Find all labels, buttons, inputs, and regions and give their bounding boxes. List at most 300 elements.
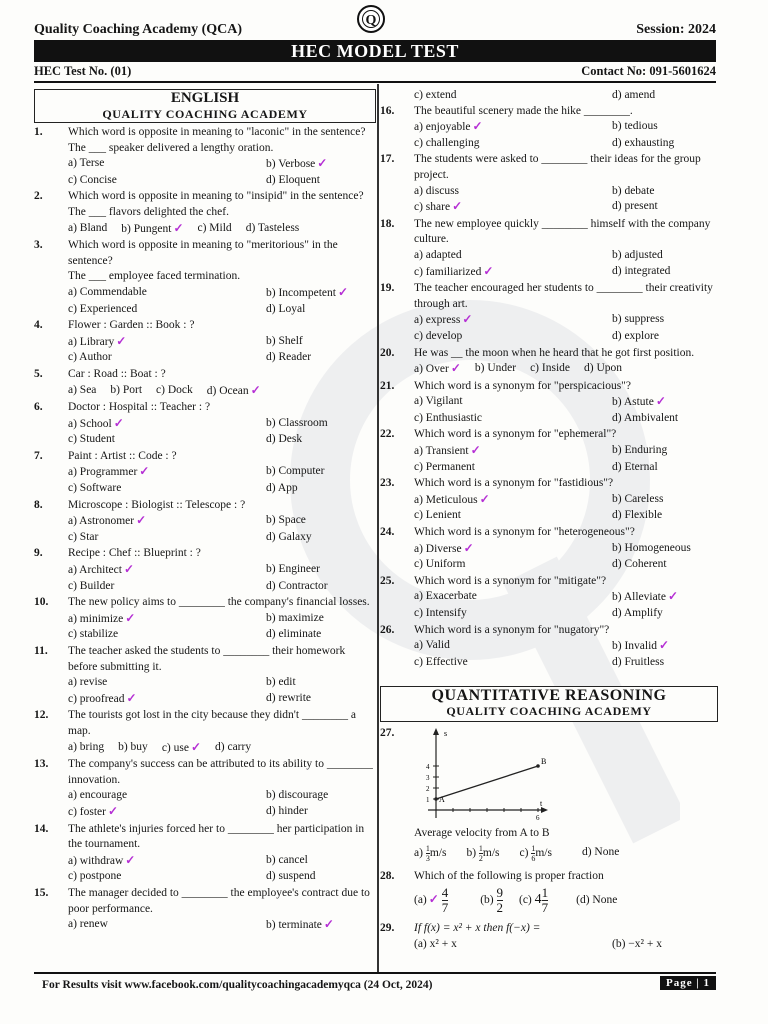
option-a[interactable] — [68, 853, 266, 870]
option-d[interactable] — [207, 383, 261, 400]
option-a[interactable] — [414, 492, 612, 509]
question-item — [380, 152, 718, 215]
question-text: The tourists got lost in the city because they didn't ________ a map. — [68, 709, 356, 737]
option-d[interactable] — [612, 655, 718, 671]
option-b[interactable] — [612, 589, 718, 606]
q28-option-c[interactable]: (c) 4 $\frac{1}{7}$ — [519, 885, 549, 916]
option-a[interactable] — [68, 416, 266, 433]
question-item — [380, 623, 718, 671]
option-text: b) Invalid — [612, 640, 658, 653]
check-mark-icon: ✓ — [125, 852, 136, 867]
option-c[interactable] — [68, 432, 266, 448]
question-number: 6. — [34, 401, 43, 414]
option-text: a) Architect — [68, 564, 122, 577]
question-item — [34, 367, 374, 399]
option-text: c) extend — [414, 89, 457, 101]
question-number: 12. — [34, 709, 49, 722]
option-a[interactable] — [414, 312, 612, 329]
option-d[interactable] — [612, 88, 718, 104]
question-text: Which word is a synonym for "heterogeneous"? — [414, 526, 635, 539]
question-number: 26. — [380, 623, 395, 636]
option-d[interactable] — [266, 302, 374, 318]
footer-divider — [34, 972, 716, 974]
option-text: a) encourage — [68, 789, 128, 802]
option-a[interactable] — [68, 383, 96, 400]
option-text: b) Shelf — [266, 334, 303, 347]
question-options — [68, 917, 374, 934]
option-text: d) exhausting — [612, 136, 675, 149]
option-text: d) Contractor — [266, 579, 328, 592]
question-options — [68, 464, 374, 496]
point-a-label: A — [439, 795, 445, 804]
question-number: 7. — [34, 449, 43, 462]
question-item — [34, 708, 374, 756]
quant-title: QUANTITATIVE REASONING — [431, 687, 667, 704]
option-text: d) Tasteless — [245, 221, 300, 234]
check-mark-icon: ✓ — [323, 917, 334, 932]
option-text: a) Valid — [414, 639, 450, 652]
question-number: 19. — [380, 282, 395, 295]
question-28 — [380, 869, 718, 916]
option-a[interactable] — [414, 361, 461, 378]
q27-option-d[interactable]: d) None — [581, 846, 620, 859]
option-d[interactable] — [612, 264, 718, 281]
option-text: a) Bland — [68, 221, 108, 234]
q29-option-a[interactable]: (a) x² + x — [414, 937, 457, 950]
option-b[interactable] — [266, 788, 374, 804]
option-b[interactable] — [118, 740, 148, 757]
option-b[interactable] — [266, 334, 374, 351]
question-item — [380, 281, 718, 344]
y-tick-label: 4 — [426, 763, 430, 771]
option-c[interactable] — [68, 302, 266, 318]
option-text: a) discuss — [414, 184, 460, 197]
question-sentence: The ___ employee faced termination. — [68, 270, 241, 283]
english-section-header — [34, 89, 376, 123]
question-options — [68, 513, 374, 545]
question-options — [414, 184, 718, 216]
option-text: a) renew — [68, 918, 108, 931]
option-b[interactable] — [612, 312, 718, 329]
point-a — [434, 797, 438, 801]
option-d[interactable] — [266, 627, 374, 643]
option-text: d) carry — [215, 740, 252, 753]
question-number: 17. — [380, 153, 395, 166]
option-text: a) Commendable — [68, 285, 147, 298]
question-options — [414, 443, 718, 475]
question-item — [380, 346, 718, 378]
option-a[interactable] — [68, 513, 266, 530]
option-a[interactable] — [414, 443, 612, 460]
question-item — [34, 318, 374, 366]
q27-graph — [414, 726, 718, 826]
option-text: b) suppress — [612, 313, 665, 326]
question-item — [34, 644, 374, 707]
option-d[interactable] — [612, 199, 718, 216]
q28-option-b[interactable]: (b) $\frac{9}{2}$ — [480, 885, 503, 916]
option-c[interactable] — [156, 383, 193, 400]
question-options — [414, 361, 718, 378]
option-text: c) Effective — [414, 655, 468, 668]
check-mark-icon: ✓ — [659, 638, 670, 653]
option-text: b) terminate — [266, 919, 322, 932]
option-text: a) School — [68, 417, 112, 430]
x-tick-label: 6 — [536, 814, 540, 822]
q27-option-b[interactable]: b) $\frac{1}{2}m/s$ — [466, 843, 500, 863]
option-b[interactable] — [266, 285, 374, 302]
question-options — [414, 492, 718, 524]
question-text: Flower : Garden :: Book : ? — [68, 319, 195, 332]
option-b[interactable] — [266, 917, 374, 934]
option-c[interactable] — [414, 606, 612, 622]
option-text: b) Homogeneous — [612, 541, 691, 554]
option-d[interactable] — [246, 221, 300, 238]
option-c[interactable] — [414, 264, 612, 281]
option-b[interactable] — [266, 562, 374, 579]
option-text: d) Ambivalent — [612, 411, 679, 424]
option-a[interactable] — [68, 917, 266, 934]
option-a[interactable] — [68, 788, 266, 804]
option-c[interactable] — [414, 655, 612, 671]
option-text: d) hinder — [266, 804, 308, 817]
check-mark-icon: ✓ — [173, 220, 184, 235]
option-c[interactable] — [68, 173, 266, 189]
option-b[interactable] — [612, 638, 718, 655]
option-text: a) Exacerbate — [414, 590, 477, 603]
q27-question-text: Average velocity from A to B — [414, 827, 550, 839]
check-mark-icon: ✓ — [126, 690, 137, 705]
check-mark-icon: ✓ — [472, 119, 483, 134]
option-text: a) withdraw — [68, 854, 124, 867]
option-text: c) develop — [414, 329, 463, 342]
option-c[interactable] — [198, 221, 232, 238]
option-d[interactable] — [612, 557, 718, 573]
right-column — [380, 88, 718, 671]
question-item — [34, 400, 374, 448]
question-number: 13. — [34, 758, 49, 771]
option-text: c) Inside — [530, 362, 570, 375]
question-number: 23. — [380, 477, 395, 490]
option-a[interactable] — [414, 184, 612, 200]
option-b[interactable] — [612, 394, 718, 411]
option-c[interactable] — [68, 804, 266, 821]
question-item — [380, 574, 718, 622]
question-options — [68, 675, 374, 707]
option-d[interactable] — [266, 173, 374, 189]
option-text: b) cancel — [266, 853, 308, 866]
check-mark-icon: ✓ — [667, 589, 679, 604]
option-text: d) Upon — [584, 362, 623, 375]
option-a[interactable] — [414, 638, 612, 655]
check-mark-icon: ✓ — [479, 491, 490, 506]
check-mark-icon: ✓ — [139, 464, 150, 479]
option-text: b) Incompetent — [266, 286, 336, 299]
question-number: 28. — [380, 869, 395, 882]
option-c[interactable] — [68, 481, 266, 497]
question-item — [34, 189, 374, 237]
option-text: c) Intensify — [414, 607, 467, 619]
option-text: a) Transient — [414, 445, 469, 458]
option-d[interactable] — [612, 460, 718, 476]
question-text: Which word is a synonym for "mitigate"? — [414, 574, 607, 587]
test-number: HEC Test No. (01) — [34, 64, 132, 78]
question-item — [34, 125, 374, 188]
option-b[interactable] — [266, 853, 374, 870]
question-number: 27. — [380, 727, 395, 739]
option-b[interactable] — [612, 248, 718, 264]
question-item — [34, 886, 374, 934]
check-mark-icon: ✓ — [116, 333, 127, 348]
option-d[interactable] — [266, 350, 374, 366]
question-item — [34, 498, 374, 546]
option-c[interactable] — [414, 199, 612, 216]
q27-option-c[interactable]: c) $\frac{1}{6}m/s$ — [519, 843, 552, 863]
option-a[interactable] — [414, 394, 612, 411]
option-a[interactable] — [68, 675, 266, 691]
option-b[interactable] — [266, 675, 374, 691]
question-text: The beautiful scenery made the hike ________. — [414, 104, 633, 117]
option-c[interactable] — [68, 869, 266, 885]
quant-section-header — [380, 686, 718, 722]
option-text: b) debate — [612, 184, 655, 197]
question-number: 8. — [34, 498, 43, 511]
check-mark-icon: ✓ — [452, 199, 463, 214]
option-a[interactable] — [414, 248, 612, 264]
option-text: b) buy — [118, 740, 148, 753]
test-title-banner: HEC MODEL TEST — [34, 40, 716, 62]
y-tick-label: 3 — [426, 774, 430, 782]
option-c[interactable] — [530, 361, 570, 378]
option-text: d) Eloquent — [266, 173, 320, 186]
option-a[interactable] — [68, 740, 104, 757]
option-c[interactable] — [414, 88, 612, 104]
option-text: a) Programmer — [68, 466, 138, 479]
question-item — [380, 217, 718, 280]
option-b[interactable] — [266, 611, 374, 628]
option-text: b) tedious — [612, 120, 658, 133]
question-text: Which word is a synonym for "fastidious"? — [414, 477, 614, 490]
question-text: Doctor : Hospital :: Teacher : ? — [68, 401, 211, 414]
check-mark-icon: ✓ — [483, 263, 494, 278]
page-number: Page | 1 — [660, 976, 716, 990]
option-b[interactable] — [266, 156, 374, 173]
question-options — [68, 285, 374, 317]
option-text: d) App — [266, 482, 298, 495]
option-d[interactable] — [612, 411, 718, 427]
question-options — [68, 788, 374, 820]
option-c[interactable] — [414, 411, 612, 427]
question-text: Which word is opposite in meaning to "laconic" in the sentence? — [68, 126, 366, 138]
option-d[interactable] — [612, 329, 718, 345]
option-c[interactable] — [68, 350, 266, 366]
option-b[interactable] — [121, 221, 183, 238]
option-b[interactable] — [612, 541, 718, 558]
option-c[interactable] — [68, 530, 266, 546]
y-axis-label: s — [444, 729, 448, 738]
option-text: d) explore — [612, 329, 659, 342]
option-b[interactable] — [475, 361, 516, 378]
question-options — [414, 638, 718, 670]
option-text: c) Uniform — [414, 558, 466, 571]
check-mark-icon: ✓ — [125, 610, 136, 625]
option-text: d) present — [612, 200, 658, 213]
option-c[interactable] — [414, 329, 612, 345]
option-b[interactable] — [612, 184, 718, 200]
option-a[interactable] — [414, 119, 612, 136]
option-text: d) suspend — [266, 870, 316, 883]
option-a[interactable] — [414, 541, 612, 558]
option-d[interactable] — [266, 432, 374, 448]
check-mark-icon: ✓ — [655, 394, 666, 409]
option-text: c) proofread — [68, 692, 125, 705]
q27-option-a[interactable]: a) $\frac{1}{3}m/s$ — [414, 843, 447, 863]
q28-option-a[interactable]: (a) ✓ $\frac{4}{7}$ — [414, 885, 449, 916]
option-text: a) Over — [414, 363, 449, 376]
option-d[interactable] — [612, 136, 718, 152]
option-d[interactable] — [612, 606, 718, 622]
question-number: 25. — [380, 574, 395, 587]
option-text: d) integrated — [612, 264, 671, 277]
question-number: 5. — [34, 367, 43, 380]
question-item — [34, 449, 374, 497]
option-b[interactable] — [612, 119, 718, 136]
option-c[interactable] — [68, 627, 266, 643]
check-mark-icon: ✓ — [317, 156, 328, 171]
option-a[interactable] — [68, 562, 266, 579]
question-item — [380, 427, 718, 475]
question-number: 16. — [380, 104, 395, 117]
y-tick-label: 1 — [426, 796, 430, 804]
option-text: c) Student — [68, 433, 115, 446]
option-d[interactable] — [266, 530, 374, 546]
option-text: c) use — [161, 741, 189, 754]
option-c[interactable] — [162, 740, 201, 757]
option-text: c) share — [414, 201, 451, 214]
option-text: b) Classroom — [266, 416, 328, 429]
option-text: c) stabilize — [68, 628, 119, 641]
option-c[interactable] — [414, 460, 612, 476]
question-item — [34, 595, 374, 643]
contact-number: Contact No: 091-5601624 — [581, 64, 716, 78]
option-d[interactable] — [584, 361, 622, 378]
option-a[interactable] — [68, 611, 266, 628]
check-mark-icon: ✓ — [190, 739, 202, 754]
option-b[interactable] — [266, 513, 374, 530]
question-options — [68, 416, 374, 448]
question-options — [414, 119, 718, 151]
option-d[interactable] — [266, 691, 374, 708]
option-text: c) Software — [68, 482, 122, 495]
option-text: d) Ocean — [206, 384, 249, 397]
session-label: Session: 2024 — [636, 22, 716, 37]
option-b[interactable] — [266, 416, 374, 433]
option-text: a) express — [414, 314, 461, 327]
option-a[interactable] — [68, 464, 266, 481]
option-text: d) Eternal — [612, 460, 658, 473]
question-number: 15. — [34, 886, 49, 899]
option-text: c) Enthusiastic — [414, 411, 483, 424]
option-d[interactable] — [266, 481, 374, 497]
segment-ab — [436, 766, 538, 799]
question-number: 1. — [34, 126, 43, 138]
option-d[interactable] — [266, 579, 374, 595]
q28-option-d[interactable]: (d) None — [576, 893, 618, 906]
option-text: b) Port — [110, 383, 143, 396]
english-title: ENGLISH — [170, 90, 240, 106]
option-text: d) Galaxy — [266, 530, 312, 543]
question-options — [68, 611, 374, 643]
option-b[interactable] — [266, 464, 374, 481]
question-text: Car : Road :: Boat : ? — [68, 367, 166, 380]
academy-name: Quality Coaching Academy (QCA) — [34, 22, 243, 37]
question-options — [414, 589, 718, 621]
question-number: 20. — [380, 346, 395, 359]
check-mark-icon: ✓ — [123, 562, 135, 577]
check-mark-icon: ✓ — [450, 361, 461, 376]
left-column — [34, 125, 374, 935]
option-d[interactable] — [215, 740, 251, 757]
option-text: c) familiarized — [414, 265, 482, 278]
option-d[interactable] — [266, 869, 374, 885]
question-options — [414, 88, 718, 104]
option-a[interactable] — [68, 156, 266, 173]
question-item — [380, 525, 718, 573]
question-text: The teacher encouraged her students to ________ their creativity through art. — [414, 282, 713, 310]
option-a[interactable] — [68, 285, 266, 302]
q29-option-b[interactable]: (b) −x² + x — [612, 937, 662, 950]
option-c[interactable] — [414, 508, 612, 524]
option-b[interactable] — [612, 492, 718, 509]
option-a[interactable] — [68, 334, 266, 351]
question-number: 3. — [34, 239, 43, 252]
option-c[interactable] — [414, 136, 612, 152]
option-text: b) Verbose — [266, 158, 316, 171]
footer-results-link[interactable]: For Results visit www.facebook.com/qualitycoachingacademyqca (24 Oct, 2024) — [42, 979, 433, 991]
question-options — [68, 740, 374, 757]
question-sentence: The ___ flavors delighted the chef. — [68, 205, 229, 218]
option-text: b) Careless — [612, 492, 664, 505]
question-text: Recipe : Chef :: Blueprint : ? — [68, 547, 201, 560]
option-c[interactable] — [68, 691, 266, 708]
question-number: 24. — [380, 526, 395, 539]
question-text: He was __ the moon when he heard that he got first position. — [414, 346, 695, 359]
question-text: Which word is opposite in meaning to "meritorious" in the sentence? — [68, 239, 338, 267]
option-c[interactable] — [68, 579, 266, 595]
q27-options — [414, 844, 718, 863]
option-b[interactable] — [110, 383, 142, 400]
option-text: d) rewrite — [266, 691, 312, 704]
question-text: The athlete's injuries forced her to ________ her participation in the tournament. — [68, 822, 365, 851]
option-a[interactable] — [68, 221, 107, 238]
question-number: 18. — [380, 217, 395, 230]
check-mark-icon: ✓ — [470, 443, 481, 458]
option-d[interactable] — [612, 508, 718, 524]
option-text: b) Space — [266, 514, 306, 527]
option-b[interactable] — [612, 443, 718, 460]
y-tick-label: 2 — [426, 785, 430, 793]
question-options — [414, 248, 718, 280]
option-d[interactable] — [266, 804, 374, 821]
option-a[interactable] — [414, 589, 612, 606]
x-axis-label: t — [540, 799, 543, 808]
option-text: a) Meticulous — [414, 493, 478, 506]
question-options — [414, 541, 718, 573]
option-text: c) Builder — [68, 579, 115, 592]
option-c[interactable] — [414, 557, 612, 573]
option-text: b) Alleviate — [612, 591, 666, 604]
position-time-graph — [414, 726, 554, 826]
question-item — [34, 757, 374, 820]
